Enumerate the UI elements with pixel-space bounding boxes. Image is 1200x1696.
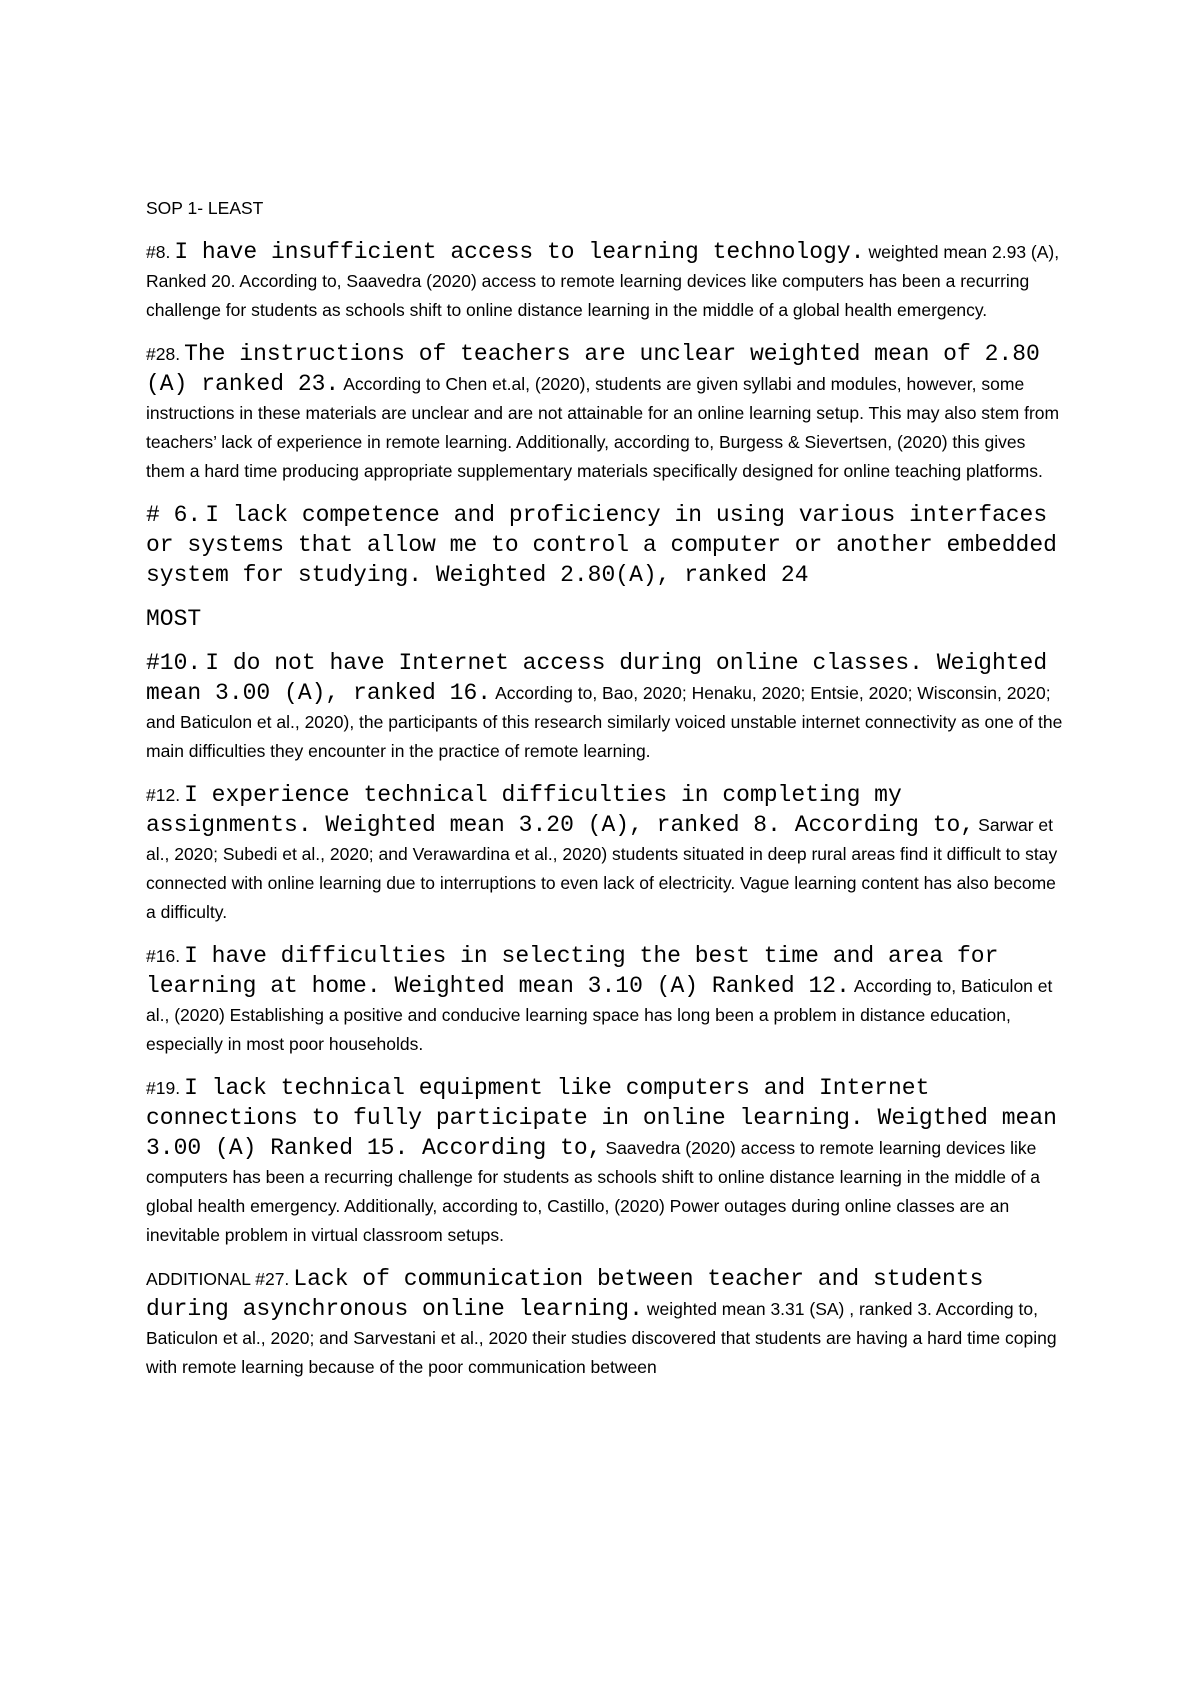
- item-body: Saavedra (2020) access to remote learning devices like computers has been a recurring challenge for students as schools shift to online distance learning in the middle of a global health emergency. Additionally, according to, Castillo, (2020) Power outages during online classes are an inevitable problem in virtual classroom setups.: [146, 1138, 1040, 1245]
- item-28: [146, 339, 1066, 486]
- item-body: According to, Baticulon et al., (2020) Establishing a positive and conducive learning space has long been a problem in distance education, especially in most poor households.: [146, 976, 1053, 1054]
- item-16: [146, 941, 1066, 1059]
- item-statement: I lack technical equipment like computers and Internet connections to fully participate in online learning. Weigthed mean 3.00 (A) Ranked 15. According to,: [146, 1075, 1057, 1161]
- item-6: [146, 500, 1066, 590]
- item-body: Sarwar et al., 2020; Subedi et al., 2020; and Verawardina et al., 2020) students situated in deep rural areas find it difficult to stay connected with online learning due to interruptions to even lack of electricity. Vague learning content has also become a difficulty.: [146, 815, 1058, 922]
- document-content: [146, 194, 1066, 1396]
- item-statement: Lack of communication between teacher and students during asynchronous online learning.: [146, 1266, 984, 1322]
- section-heading-most: MOST: [146, 606, 202, 632]
- item-statement: I do not have Internet access during online classes. Weighted mean 3.00 (A), ranked 16.: [146, 650, 1048, 706]
- item-number: #19.: [146, 1078, 181, 1098]
- item-body: According to Chen et.al, (2020), students are given syllabi and modules, however, some instructions in these materials are unclear and are not attainable for an online learning setup. This may also stem from teachers’ lack of experience in remote learning. Additionally, according to, Burgess & Sievertsen, (2020) this gives them a hard time producing appropriate supplementary materials specifically designed for online teaching platforms.: [146, 374, 1060, 481]
- item-statement: The instructions of teachers are unclear weighted mean of 2.80 (A) ranked 23.: [146, 341, 1040, 397]
- item-number: #10.: [146, 650, 202, 676]
- item-number: # 6.: [146, 502, 202, 528]
- item-body: weighted mean 3.31 (SA) , ranked 3. According to, Baticulon et al., 2020; and Sarvestani et al., 2020 their studies discovered that students are having a hard time coping with remote learning because of the poor communication between: [146, 1299, 1057, 1377]
- item-number: #16.: [146, 946, 181, 966]
- item-8: [146, 237, 1066, 325]
- item-statement: I have insufficient access to learning technology.: [174, 239, 865, 265]
- item-19: [146, 1073, 1066, 1250]
- item-statement: I experience technical difficulties in completing my assignments. Weighted mean 3.20 (A), ranked 8. According to,: [146, 782, 975, 838]
- item-12: [146, 780, 1066, 927]
- section-heading-least: SOP 1- LEAST: [146, 198, 264, 218]
- item-27-additional: [146, 1264, 1066, 1382]
- item-10: [146, 648, 1066, 766]
- item-number: #8.: [146, 242, 171, 262]
- item-body: According to, Bao, 2020; Henaku, 2020; Entsie, 2020; Wisconsin, 2020; and Baticulon et al., 2020), the participants of this research similarly voiced unstable internet connectivity as one of the main difficulties they encounter in the practice of remote learning.: [146, 683, 1063, 761]
- item-statement: I lack competence and proficiency in using various interfaces or systems that allow me to control a computer or another embedded system for studying. Weighted 2.80(A), ranked 24: [146, 502, 1057, 588]
- item-statement: I have difficulties in selecting the best time and area for learning at home. Weighted mean 3.10 (A) Ranked 12.: [146, 943, 999, 999]
- item-number: #28.: [146, 344, 181, 364]
- item-number: #12.: [146, 785, 181, 805]
- item-number: ADDITIONAL #27.: [146, 1269, 290, 1289]
- item-body: weighted mean 2.93 (A), Ranked 20. According to, Saavedra (2020) access to remote learning devices like computers has been a recurring challenge for students as schools shift to online distance learning in the middle of a global health emergency.: [146, 242, 1060, 320]
